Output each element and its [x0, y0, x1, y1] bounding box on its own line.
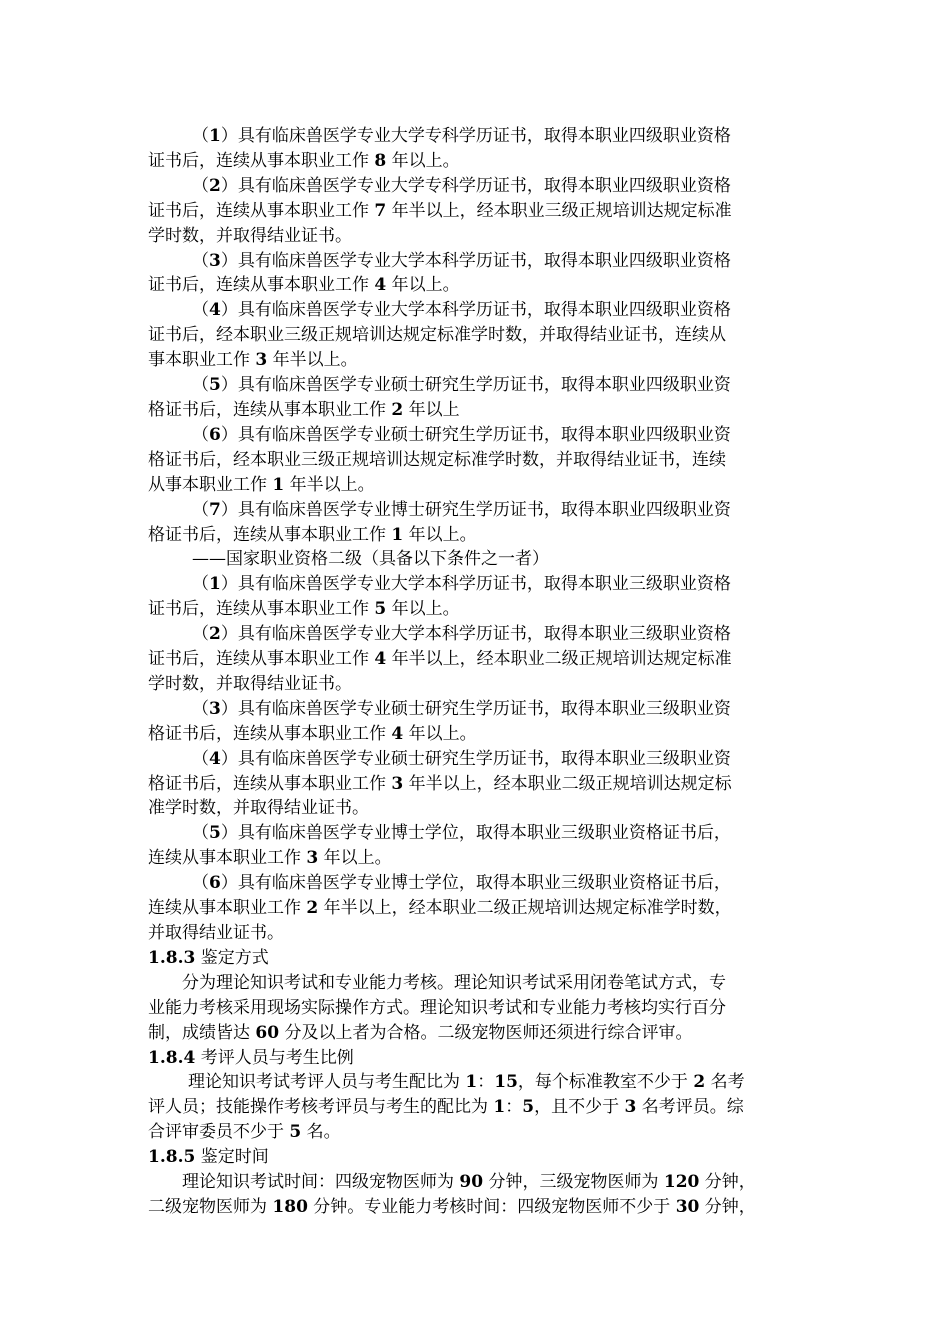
section-title: 考评人员与考生比例	[200, 1047, 354, 1068]
list-item: （6）具有临床兽医学专业硕士研究生学历证书，取得本职业四级职业资	[192, 424, 731, 445]
list-item-continuation: 证书后，连续从事本职业工作 4 年以上。	[148, 275, 460, 296]
paragraph-line: 分为理论知识考试和专业能力考核。理论知识考试采用闭卷笔试方式，专	[182, 972, 726, 993]
list-item: （3）具有临床兽医学专业大学本科学历证书，取得本职业四级职业资格	[192, 250, 731, 271]
paragraph-line: 理论知识考试时间：四级宠物医师为 90 分钟，三级宠物医师为 120 分钟，	[182, 1172, 756, 1193]
list-item: （2）具有临床兽医学专业大学本科学历证书，取得本职业三级职业资格	[192, 624, 731, 645]
list-item-continuation: 格证书后，连续从事本职业工作 4 年以上。	[148, 723, 477, 744]
level2-conditions	[148, 572, 803, 946]
level3-conditions	[148, 124, 803, 547]
section-heading-1-8-3	[148, 946, 803, 971]
paragraph-line: 理论知识考试考评人员与考生配比为 1：15，每个标准教室不少于 2 名考	[188, 1072, 745, 1093]
list-item: （4）具有临床兽医学专业大学本科学历证书，取得本职业四级职业资格	[192, 300, 731, 321]
list-item: （4）具有临床兽医学专业硕士研究生学历证书，取得本职业三级职业资	[192, 748, 731, 769]
list-item: （5）具有临床兽医学专业博士学位，取得本职业三级职业资格证书后，	[192, 823, 731, 844]
level2-heading: ——国家职业资格二级（具备以下条件之一者）	[192, 549, 549, 570]
list-item-continuation: 准学时数，并取得结业证书。	[148, 798, 369, 819]
section-number: 1.8.5	[148, 1147, 196, 1168]
document-body	[148, 124, 803, 1220]
list-item-continuation: 事本职业工作 3 年半以上。	[148, 350, 358, 371]
list-item-continuation: 并取得结业证书。	[148, 923, 284, 943]
list-item: （1）具有临床兽医学专业大学专科学历证书，取得本职业四级职业资格	[192, 126, 731, 146]
list-item-continuation: 证书后，连续从事本职业工作 4 年半以上，经本职业二级正规培训达规定标准	[148, 649, 732, 670]
list-item-continuation: 证书后，连续从事本职业工作 8 年以上。	[148, 150, 460, 171]
paragraph-line: 二级宠物医师为 180 分钟。专业能力考核时间：四级宠物医师不少于 30 分钟，	[148, 1196, 756, 1217]
list-item-continuation: 格证书后，连续从事本职业工作 1 年以上。	[148, 524, 477, 545]
list-item: （1）具有临床兽医学专业大学本科学历证书，取得本职业三级职业资格	[192, 574, 731, 595]
section-number: 1.8.3	[148, 947, 196, 968]
list-item-continuation: 学时数，并取得结业证书。	[148, 673, 352, 694]
list-item-continuation: 格证书后，连续从事本职业工作 2 年以上	[148, 399, 460, 420]
list-item: （7）具有临床兽医学专业博士研究生学历证书，取得本职业四级职业资	[192, 499, 731, 520]
list-item-continuation: 证书后，连续从事本职业工作 7 年半以上，经本职业三级正规培训达规定标准	[148, 200, 732, 221]
list-item: （6）具有临床兽医学专业博士学位，取得本职业三级职业资格证书后，	[192, 873, 731, 894]
list-item-continuation: 格证书后，连续从事本职业工作 3 年半以上，经本职业二级正规培训达规定标	[148, 773, 732, 794]
section-title: 鉴定时间	[200, 1147, 269, 1168]
list-item-continuation: 证书后，经本职业三级正规培训达规定标准学时数，并取得结业证书，连续从	[148, 325, 726, 346]
list-item: （3）具有临床兽医学专业硕士研究生学历证书，取得本职业三级职业资	[192, 698, 731, 719]
paragraph-line: 合评审委员不少于 5 名。	[148, 1122, 341, 1143]
list-item: （2）具有临床兽医学专业大学专科学历证书，取得本职业四级职业资格	[192, 175, 731, 196]
list-item-continuation: 学时数，并取得结业证书。	[148, 225, 352, 246]
paragraph-line: 评人员；技能操作考核考评员与考生的配比为 1：5，且不少于 3 名考评员。综	[148, 1097, 744, 1118]
section-title: 鉴定方式	[200, 947, 269, 968]
section-heading-1-8-5	[148, 1145, 803, 1170]
paragraph-line: 业能力考核采用现场实际操作方式。理论知识考试和专业能力考核均实行百分	[148, 997, 726, 1018]
list-item-continuation: 格证书后，经本职业三级正规培训达规定标准学时数，并取得结业证书，连续	[148, 449, 726, 470]
section-number: 1.8.4	[148, 1047, 196, 1068]
list-item-continuation: 连续从事本职业工作 3 年以上。	[148, 848, 392, 869]
list-item: （5）具有临床兽医学专业硕士研究生学历证书，取得本职业四级职业资	[192, 375, 731, 396]
list-item-continuation: 从事本职业工作 1 年半以上。	[148, 474, 375, 495]
list-item-continuation: 连续从事本职业工作 2 年半以上，经本职业二级正规培训达规定标准学时数，	[148, 898, 732, 919]
list-item-continuation: 证书后，连续从事本职业工作 5 年以上。	[148, 599, 460, 620]
paragraph-line: 制，成绩皆达 60 分及以上者为合格。二级宠物医师还须进行综合评审。	[148, 1022, 693, 1043]
section-heading-1-8-4	[148, 1046, 803, 1071]
